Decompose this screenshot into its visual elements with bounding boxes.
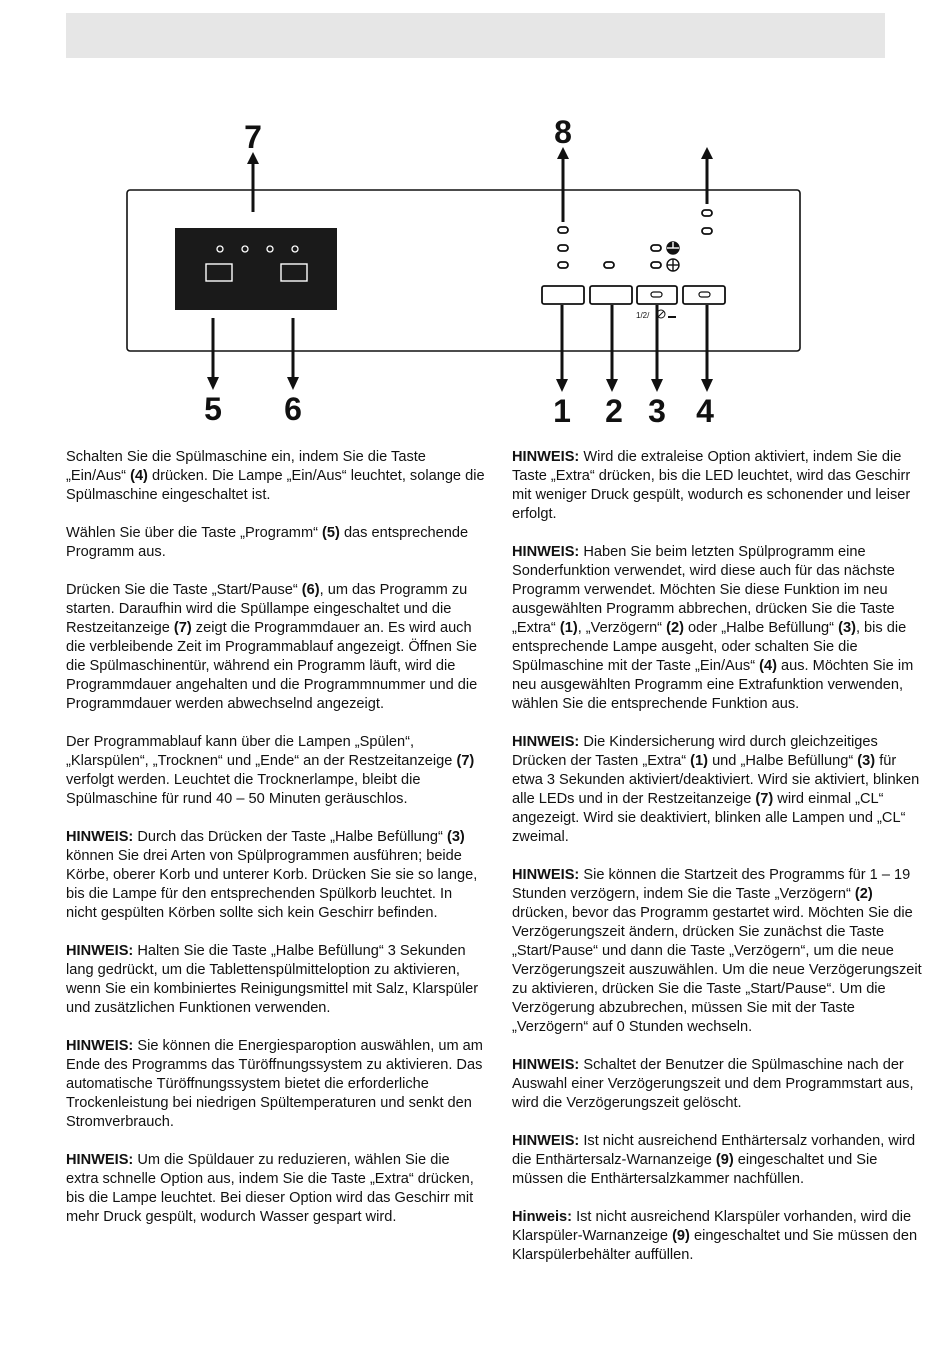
text-segment: Sie können die Energiesparoption auswählen, um am Ende des Programms das Türöffnungssystem zu aktivieren. Das automatische Türöffnungssystem bietet die erforderliche Trockenleistung bei niedrigen Spültemperaturen und senkt den Stromverbrauch.: [66, 1038, 483, 1130]
arrow-5: [207, 318, 219, 390]
text-segment: (3): [446, 829, 465, 845]
arrow-1: [556, 305, 568, 392]
text-segment: eingeschaltet und Sie müssen die Enthärtersalzkammer nachfüllen.: [512, 1152, 878, 1187]
paragraph-r6: [512, 1132, 927, 1189]
text-segment: , bis die entsprechende Lampe ausgeht, oder schalten Sie die Spülmaschine mit der Taste „Ein/Aus“: [512, 620, 907, 674]
text-segment: HINWEIS:: [512, 1057, 580, 1073]
text-segment: Sie können die Startzeit des Programms für 1 – 19 Stunden verzögern, indem Sie die Taste „Verzögern“: [512, 867, 911, 902]
text-segment: oder „Halbe Befüllung“: [683, 620, 839, 636]
text-segment: Wird die extraleise Option aktiviert, indem Sie die Taste „Extra“ drücken, bis die LED leuchtet, wird das Geschirr mit weniger Druck gespült, wodurch es schonender und leiser erfolgt.: [512, 449, 911, 522]
half-load-label: 1/2/: [636, 311, 650, 320]
text-segment: HINWEIS:: [66, 829, 134, 845]
paragraph-p1: [66, 448, 486, 505]
arrow-6: [287, 318, 299, 390]
paragraph-r7: [512, 1208, 927, 1265]
text-segment: HINWEIS:: [512, 1133, 580, 1149]
text-segment: Schalten Sie die Spülmaschine ein, indem Sie die Taste „Ein/Aus“: [66, 449, 426, 484]
paragraph-p4: [66, 733, 486, 809]
paragraph-p6: [66, 942, 486, 1018]
text-segment: (6): [301, 582, 320, 598]
paragraph-r2: [512, 543, 927, 714]
text-segment: verfolgt werden. Leuchtet die Trocknerlampe, bleibt die Spülmaschine für rund 40 – 50 Minuten geräuschlos.: [66, 772, 421, 807]
paragraph-p3: [66, 581, 486, 714]
text-segment: können Sie drei Arten von Spülprogrammen ausführen; beide Körbe, oberer Korb und unterer Korb. Drücken Sie sie so lange, bis die Lampe für den entsprechenden Spülkorb leuchtet. In nicht gespülten Körben sollte sich kein Geschirr befinden.: [66, 848, 478, 921]
text-segment: HINWEIS:: [512, 734, 580, 750]
callout-7: 7: [244, 119, 262, 155]
text-segment: für etwa 3 Sekunden aktiviert/deaktiviert. Wird sie aktiviert, blinken alle LEDs und in der Restzeitanzeige: [512, 753, 920, 807]
display-window: [175, 228, 337, 310]
text-segment: Die Kindersicherung wird durch gleichzeitiges Drücken der Tasten „Extra“: [512, 734, 878, 769]
text-segment: Halten Sie die Taste „Halbe Befüllung“ 3 Sekunden lang gedrückt, um die Tablettenspülmitteloption zu aktivieren, wenn Sie ein kombiniertes Reinigungsmittel mit Salz, Klarspüler und zusätzlichen Funktionen verwenden.: [66, 943, 479, 1016]
control-panel-diagram: [0, 100, 950, 440]
header-bar: [66, 13, 885, 58]
callout-8: 8: [554, 114, 572, 150]
text-segment: HINWEIS:: [512, 867, 580, 883]
paragraph-p8: [66, 1151, 486, 1227]
text-segment: Haben Sie beim letzten Spülprogramm eine Sonderfunktion verwendet, wird diese auch für das nächste Programm verwendet. Möchten Sie diese Funktion im neu ausgewählten Programm abbrechen, drücken Sie die Taste „Extra“: [512, 544, 895, 636]
callout-2: 2: [605, 393, 623, 429]
paragraph-p2: [66, 524, 486, 562]
text-segment: Hinweis:: [512, 1209, 573, 1225]
right-column: [512, 448, 927, 1284]
text-segment: drücken, bevor das Programm gestartet wird. Möchten Sie die Verzögerungszeit ändern, drücken Sie zunächst die Taste „Start/Pause“ und dann die Taste „Verzögern“, um die neue Verzögerungszeit auszuwählen. Um die neue Verzögerungszeit zu aktivieren, drücken Sie die Taste „Start/Pause“. Um die Verzögerung abzubrechen, müssen Sie mit der Taste „Verzögern“ auf 0 Stunden wechseln.: [512, 905, 922, 1035]
arrow-4: [701, 305, 713, 392]
arrow-2: [606, 305, 618, 392]
text-segment: Drücken Sie die Taste „Start/Pause“: [66, 582, 302, 598]
paragraph-p7: [66, 1037, 486, 1132]
text-segment: (7): [755, 791, 774, 807]
half-load-button: [637, 286, 677, 304]
text-segment: (7): [456, 753, 475, 769]
extra-button: [542, 286, 584, 304]
arrow-8: [557, 147, 569, 222]
text-segment: (1): [559, 620, 578, 636]
text-segment: (9): [672, 1228, 690, 1244]
text-segment: (5): [322, 525, 340, 541]
text-segment: (4): [130, 468, 148, 484]
callout-1: 1: [553, 393, 571, 429]
text-segment: HINWEIS:: [66, 1038, 134, 1054]
paragraph-r5: [512, 1056, 927, 1113]
text-segment: (9): [715, 1152, 734, 1168]
text-segment: (4): [759, 658, 777, 674]
on-off-button: [683, 286, 725, 304]
text-segment: zeigt die Programmdauer an. Es wird auch die verbleibende Zeit im Programmablauf angezeigt. Öffnen Sie die Spülmaschinentür, während ein Programm läuft, wird die Programmdauer angehalten und die Programmnummer und die Programmdauer werden abwechselnd angezeigt.: [66, 620, 478, 712]
paragraph-p5: [66, 828, 486, 923]
text-segment: HINWEIS:: [512, 449, 580, 465]
text-segment: drücken. Die Lampe „Ein/Aus“ leuchtet, solange die Spülmaschine eingeschaltet ist.: [66, 468, 485, 503]
text-segment: HINWEIS:: [66, 1152, 134, 1168]
text-segment: (3): [857, 753, 876, 769]
paragraph-r1: [512, 448, 927, 524]
callout-6: 6: [284, 391, 302, 427]
text-segment: Um die Spüldauer zu reduzieren, wählen Sie die extra schnelle Option aus, indem Sie die Taste „Extra“ drücken, bis die Lampe leuchtet. Bei dieser Option wird das Geschirr mit mehr Druck gespült, wodurch Wasser gespart wird.: [66, 1152, 474, 1225]
text-segment: (2): [854, 886, 873, 902]
panel-buttons: [542, 286, 725, 304]
panel-leds: [558, 210, 712, 268]
text-segment: Durch das Drücken der Taste „Halbe Befüllung“: [133, 829, 447, 845]
text-segment: HINWEIS:: [66, 943, 134, 959]
text-segment: das entsprechende Programm aus.: [66, 525, 469, 560]
arrow-7: [247, 152, 259, 212]
text-segment: (3): [838, 620, 856, 636]
delay-button: [590, 286, 632, 304]
callout-5: 5: [204, 391, 222, 427]
callout-3: 3: [648, 393, 666, 429]
text-segment: und „Halbe Befüllung“: [708, 753, 858, 769]
text-segment: (7): [173, 620, 192, 636]
text-segment: Ist nicht ausreichend Enthärtersalz vorhanden, wird die Enthärtersalz-Warnanzeige: [512, 1133, 916, 1168]
text-segment: Schaltet der Benutzer die Spülmaschine nach der Auswahl einer Verzögerungszeit und dem Programmstart aus, wird die Verzögerungszeit gelöscht.: [512, 1057, 914, 1111]
text-segment: Wählen Sie über die Taste „Programm“: [66, 525, 323, 541]
left-column: [66, 448, 486, 1246]
text-segment: (1): [690, 753, 709, 769]
text-segment: (2): [666, 620, 684, 636]
text-segment: aus. Möchten Sie im neu ausgewählten Programm eine Extrafunktion verwenden, wählen Sie die entsprechende Funktion aus.: [512, 658, 914, 712]
basket-icons: [667, 242, 679, 271]
arrow-9: [701, 147, 713, 204]
paragraph-r3: [512, 733, 927, 847]
text-segment: HINWEIS:: [512, 544, 580, 560]
paragraph-r4: [512, 866, 927, 1037]
text-segment: , um das Programm zu starten. Daraufhin wird die Spüllampe eingeschaltet und die Restzeitanzeige: [66, 582, 468, 636]
callout-4: 4: [696, 393, 714, 429]
text-segment: , „Verzögern“: [577, 620, 667, 636]
text-segment: eingeschaltet und Sie müssen den Klarspülerbehälter auffüllen.: [512, 1228, 918, 1263]
text-segment: Der Programmablauf kann über die Lampen „Spülen“, „Klarspülen“, „Trocknen“ und „Ende“ an der Restzeitanzeige: [66, 734, 457, 769]
text-segment: Ist nicht ausreichend Klarspüler vorhanden, wird die Klarspüler-Warnanzeige: [512, 1209, 912, 1244]
text-segment: wird einmal „CL“ angezeigt. Wird sie deaktiviert, blinken alle Lampen und „CL“ zweimal.: [512, 791, 906, 845]
